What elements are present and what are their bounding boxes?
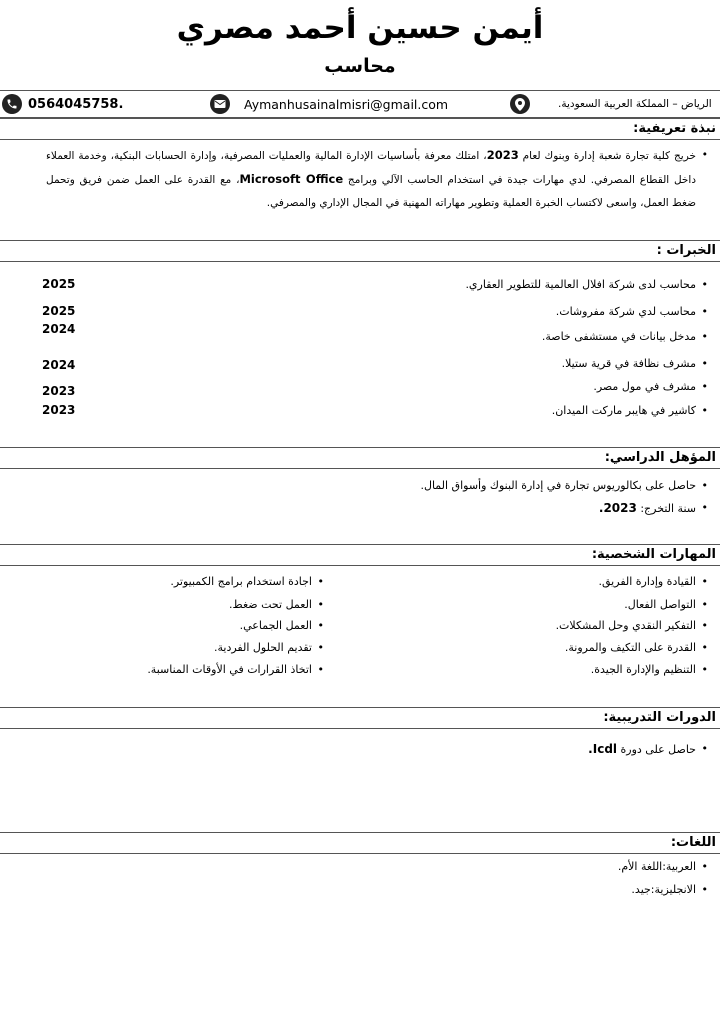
experience-year: 2023 (42, 384, 76, 398)
courses-heading-bar (0, 707, 720, 729)
experience-item: مدخل بيانات في مستشفى خاصة. • (542, 330, 696, 343)
skill-item: العمل تحت ضغط. • (229, 598, 312, 611)
skill-item: التواصل الفعال. • (624, 598, 696, 611)
experience-year: 2025 (42, 304, 76, 318)
experience-year: 2024 (42, 358, 76, 372)
languages-heading: اللغات: (670, 835, 716, 850)
location-contact (510, 91, 712, 117)
email-address[interactable]: Aymanhusainalmisri@gmail.com (244, 96, 449, 112)
skill-item: التنظيم والإدارة الجيدة. • (591, 663, 696, 676)
phone-number[interactable]: 0564045758. (28, 96, 124, 112)
location-pin-icon (510, 94, 530, 114)
experience-item: محاسب لدي شركة مفروشات. • (556, 305, 696, 318)
skills-heading-bar (0, 544, 720, 566)
languages-heading-bar (0, 832, 720, 854)
phone-contact (2, 91, 123, 117)
contact-bar (0, 90, 720, 118)
education-degree: حاصل على بكالوريوس تجارة في إدارة البنوك وأسواق المال. • (420, 479, 696, 492)
courses-heading: الدورات التدريبية: (603, 710, 716, 725)
about-heading-bar (0, 118, 720, 140)
email-contact (210, 91, 448, 117)
skill-item: القيادة وإدارة الفريق. • (599, 575, 696, 588)
experience-year: 2023 (42, 403, 76, 417)
candidate-name: أيمن حسين أحمد مصري (176, 10, 544, 46)
experience-item: مشرف نظافة في قرية ستيلا. • (562, 357, 696, 370)
skills-heading: المهارات الشخصية: (591, 547, 716, 562)
education-heading-bar (0, 447, 720, 469)
education-heading: المؤهل الدراسي: (604, 450, 716, 465)
about-heading: نبذة تعريفية: (633, 121, 716, 136)
language-item: العربية:اللغة الأم. • (618, 860, 696, 873)
about-paragraph: • خريج كلية تجارة شعبة إدارة وبنوك لعام 2023، امتلك معرفة بأساسيات الإدارة المالية والعمليات المصرفية، وإدارة الحسابات البنكية، وخدمة العملاء داخل القطاع المصرفي. لدي مهارات جيدة في استخدام الحاسب الآلي وبرامج Microsoft Office، مع القدرة على العمل ضمن فريق وتحمل ضغط العمل، واسعى لاكتساب الخبرة العملية وتطوير مهاراته المهنية في المجال الإداري والمصرفي. (46, 144, 696, 215)
skill-item: العمل الجماعي. • (240, 619, 312, 632)
experience-heading: الخبرات : (656, 243, 716, 258)
experience-item: كاشير في هايبر ماركت الميدان. • (552, 404, 696, 417)
email-icon (210, 94, 230, 114)
skill-item: اجادة استخدام برامج الكمبيوتر. • (170, 575, 312, 588)
graduation-year: سنة التخرج: 2023. • (599, 501, 696, 515)
skill-item: اتخاذ القرارات في الأوقات المناسبة. • (147, 663, 312, 676)
language-item: الانجليزية:جيد. • (631, 883, 696, 896)
job-title: محاسب (324, 55, 396, 77)
experience-heading-bar (0, 240, 720, 262)
skill-item: التفكير النقدي وحل المشكلات. • (556, 619, 696, 632)
experience-year: 2024 (42, 322, 76, 336)
skill-item: تقديم الحلول الفردية. • (214, 641, 312, 654)
experience-item: محاسب لدى شركة افلال العالمية للتطوير العقاري. • (465, 278, 696, 291)
skill-item: القدرة على التكيف والمرونة. • (565, 641, 696, 654)
location-text: الرياض – المملكة العربية السعودية. (558, 98, 712, 110)
experience-item: مشرف في مول مصر. • (593, 380, 696, 393)
experience-year: 2025 (42, 277, 76, 291)
phone-icon (2, 94, 22, 114)
course-item: حاصل على دورة Icdl. • (588, 742, 696, 756)
